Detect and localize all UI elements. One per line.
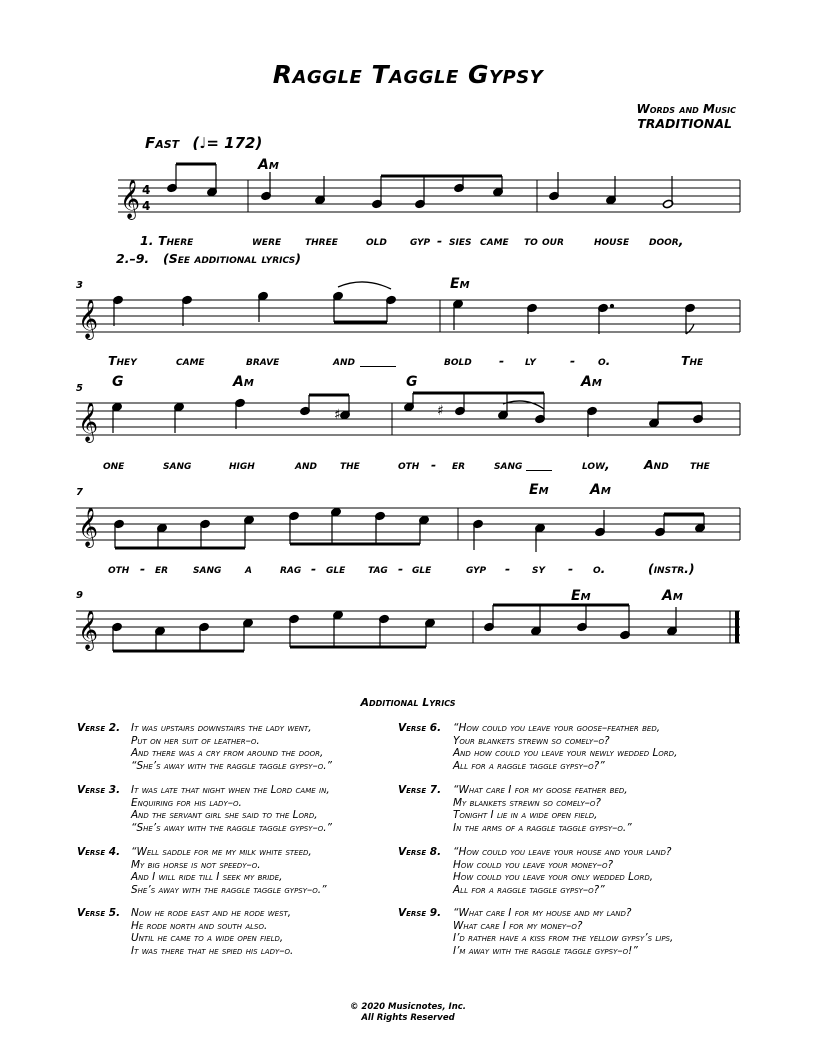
lyric-syllable: old bbox=[366, 233, 387, 248]
lyric-syllable: to bbox=[524, 233, 538, 248]
lyric-syllable: er bbox=[452, 457, 466, 472]
verse-line: How could you leave your only wedded Lord, bbox=[453, 871, 654, 883]
verse-line: I’m away with the raggle taggle gypsy–o!” bbox=[453, 944, 638, 957]
verse-label: Verse 2. bbox=[77, 722, 121, 734]
measure-number: 9 bbox=[76, 590, 83, 601]
song-title: Raggle Taggle Gypsy bbox=[272, 60, 544, 89]
lyric-syllable: and bbox=[333, 353, 355, 368]
verse-line: Put on her suit of leather–o. bbox=[131, 734, 260, 747]
measure-number: 5 bbox=[76, 383, 83, 394]
verse-block bbox=[398, 722, 743, 774]
lyric-hyphen: - bbox=[311, 561, 317, 576]
chord-symbol: Em bbox=[450, 276, 470, 292]
lyric-syllable: three bbox=[305, 233, 338, 248]
lyric-syllable: They bbox=[108, 353, 137, 368]
verse-line: What care I for my money–o? bbox=[453, 919, 583, 932]
verse-line: And how could you leave your newly wedded Lord, bbox=[453, 747, 678, 759]
lyric-syllable: (See additional lyrics) bbox=[163, 251, 301, 266]
lyric-syllable: sang bbox=[163, 457, 192, 472]
lyric-syllable: o. bbox=[593, 561, 606, 576]
verse-line: Until he came to a wide open field, bbox=[131, 932, 284, 944]
lyric-syllable: 1. bbox=[140, 233, 154, 248]
verse-block bbox=[398, 784, 743, 836]
credit-words-music: Words and Music bbox=[636, 102, 736, 116]
verse-block bbox=[77, 722, 397, 774]
lyric-syllable: came bbox=[480, 233, 509, 248]
lyric-syllable: sy bbox=[532, 561, 545, 576]
lyric-syllable: rag bbox=[280, 561, 302, 576]
time-signature-top: 4 bbox=[142, 183, 151, 197]
verse-line: It was late that night when the Lord came in, bbox=[131, 784, 330, 796]
verse-line: It was upstairs downstairs the lady went, bbox=[131, 722, 312, 734]
lyric-hyphen: - bbox=[140, 561, 146, 576]
measure-number: 3 bbox=[76, 280, 83, 291]
verse-line: And I will ride till I seek my bride, bbox=[131, 871, 283, 883]
lyric-syllable: and bbox=[295, 457, 317, 472]
lyric-syllable: gyp bbox=[410, 233, 431, 248]
verse-line: “She’s away with the raggle taggle gypsy–o.” bbox=[131, 821, 332, 834]
lyric-syllable: the bbox=[340, 457, 360, 472]
lyric-hyphen: - bbox=[398, 561, 404, 576]
verse-label: Verse 8. bbox=[398, 846, 442, 858]
time-signature-bottom: 4 bbox=[142, 199, 151, 213]
verse-line: Your blankets strewn so comely–o? bbox=[453, 734, 610, 747]
lyric-syllable: bold bbox=[444, 353, 472, 368]
lyric-syllable: low, bbox=[582, 457, 610, 472]
copyright: © 2020 Musicnotes, Inc. bbox=[349, 1002, 467, 1012]
verse-line: And the servant girl she said to the Lord, bbox=[131, 809, 318, 821]
treble-clef-icon: 𝄞 bbox=[78, 507, 99, 547]
verse-line: All for a raggle taggle gypsy–o?” bbox=[453, 883, 605, 896]
verse-label: Verse 7. bbox=[398, 784, 442, 796]
verse-line: “She’s away with the raggle taggle gypsy–o.” bbox=[131, 759, 332, 772]
treble-clef-icon: 𝄞 bbox=[78, 610, 99, 650]
chord-symbol: Am bbox=[581, 374, 602, 390]
lyric-syllable: one bbox=[103, 457, 125, 472]
verse-line: She’s away with the raggle taggle gypsy–o.” bbox=[131, 883, 327, 896]
verse-label: Verse 3. bbox=[77, 784, 121, 796]
verse-block bbox=[398, 907, 743, 959]
lyric-syllable: door, bbox=[649, 233, 684, 248]
lyric-syllable: oth bbox=[108, 561, 130, 576]
verse-line: It was there that he spied his lady–o. bbox=[131, 944, 294, 957]
rights-reserved: All Rights Reserved bbox=[361, 1013, 455, 1023]
lyric-syllable: ly bbox=[525, 353, 536, 368]
chord-symbol: Am bbox=[258, 157, 279, 173]
verse-line: In the arms of a raggle taggle gypsy–o.” bbox=[453, 821, 632, 834]
lyric-syllable: sies bbox=[449, 233, 472, 248]
lyric-verse-number: 2.–9. bbox=[116, 251, 150, 266]
verse-line: “What care I for my goose feather bed, bbox=[453, 784, 628, 796]
lyric-syllable: gyp bbox=[466, 561, 487, 576]
chord-symbol: Am bbox=[590, 482, 611, 498]
lyric-syllable: were bbox=[252, 233, 282, 248]
verse-line: “Well saddle for me my milk white steed, bbox=[131, 846, 312, 858]
verse-line: “What care I for my house and my land? bbox=[453, 907, 632, 919]
lyric-syllable: brave bbox=[246, 353, 280, 368]
lyric-syllable: (instr.) bbox=[648, 561, 695, 576]
measure-number: 7 bbox=[76, 487, 83, 498]
verse-line: Enquiring for his lady–o. bbox=[131, 796, 242, 809]
chord-symbol: G bbox=[406, 374, 418, 390]
lyric-syllable: And bbox=[644, 457, 669, 472]
verse-line: I’d rather have a kiss from the yellow gypsy’s lips, bbox=[453, 932, 674, 944]
verse-line: He rode north and south also. bbox=[131, 919, 268, 932]
quarter-note-icon: ♩ bbox=[199, 134, 207, 152]
lyric-hyphen: - bbox=[570, 353, 576, 368]
chord-symbol: G bbox=[112, 374, 124, 390]
lyric-syllable: oth bbox=[398, 457, 420, 472]
verse-line: My blankets strewn so comely–o? bbox=[453, 796, 601, 809]
lyric-syllable: The bbox=[681, 353, 704, 368]
verse-label: Verse 6. bbox=[398, 722, 442, 734]
lyric-syllable: house bbox=[594, 233, 630, 248]
verse-block bbox=[77, 907, 397, 959]
lyric-hyphen: - bbox=[505, 561, 511, 576]
lyric-syllable: gle bbox=[326, 561, 346, 576]
lyric-syllable: our bbox=[542, 233, 564, 248]
verse-line: Tonight I lie in a wide open field, bbox=[453, 809, 598, 821]
verse-block bbox=[77, 784, 397, 836]
verse-line: Now he rode east and he rode west, bbox=[131, 907, 292, 919]
lyric-syllable: a bbox=[245, 561, 252, 576]
lyric-syllable: er bbox=[155, 561, 169, 576]
verse-line: “How could you leave your goose–feather bed, bbox=[453, 722, 661, 734]
additional-lyrics-heading: Additional Lyrics bbox=[360, 696, 456, 709]
tempo-paren: ( bbox=[192, 134, 200, 152]
lyric-hyphen: - bbox=[431, 457, 437, 472]
verse-line: My big horse is not speedy–o. bbox=[131, 858, 261, 871]
lyric-hyphen: - bbox=[499, 353, 505, 368]
verse-line: All for a raggle taggle gypsy–o?” bbox=[453, 759, 605, 772]
lyric-syllable: sang bbox=[494, 457, 523, 472]
verse-block bbox=[398, 846, 743, 898]
tempo-label: Fast bbox=[145, 134, 180, 152]
sharp-icon: ♯ bbox=[437, 403, 444, 419]
treble-clef-icon: 𝄞 bbox=[78, 402, 99, 442]
verse-label: Verse 4. bbox=[77, 846, 121, 858]
tempo-value: = 172) bbox=[206, 134, 263, 152]
lyric-syllable: o. bbox=[598, 353, 611, 368]
treble-clef-icon: 𝄞 bbox=[78, 299, 99, 339]
verse-line: How could you leave your money–o? bbox=[453, 858, 614, 871]
lyric-hyphen: - bbox=[568, 561, 574, 576]
lyric-syllable: gle bbox=[412, 561, 432, 576]
verse-label: Verse 5. bbox=[77, 907, 121, 919]
credit-composer: TRADITIONAL bbox=[637, 116, 732, 131]
lyric-hyphen: - bbox=[437, 233, 443, 248]
lyric-syllable: the bbox=[690, 457, 710, 472]
lyric-syllable: sang bbox=[193, 561, 222, 576]
chord-symbol: Em bbox=[571, 588, 591, 604]
final-barline bbox=[735, 611, 739, 643]
verse-block bbox=[77, 846, 397, 898]
treble-clef-icon: 𝄞 bbox=[120, 179, 141, 219]
sharp-icon: ♯ bbox=[334, 407, 341, 423]
verse-line: “How could you leave your house and your land? bbox=[453, 846, 672, 858]
verse-line: And there was a cry from around the door, bbox=[131, 747, 324, 759]
chord-symbol: Am bbox=[662, 588, 683, 604]
lyric-syllable: high bbox=[229, 457, 255, 472]
verse-label: Verse 9. bbox=[398, 907, 442, 919]
chord-symbol: Am bbox=[233, 374, 254, 390]
lyric-syllable: tag bbox=[368, 561, 388, 576]
lyric-syllable: came bbox=[176, 353, 205, 368]
chord-symbol: Em bbox=[529, 482, 549, 498]
lyric-syllable: There bbox=[158, 233, 194, 248]
